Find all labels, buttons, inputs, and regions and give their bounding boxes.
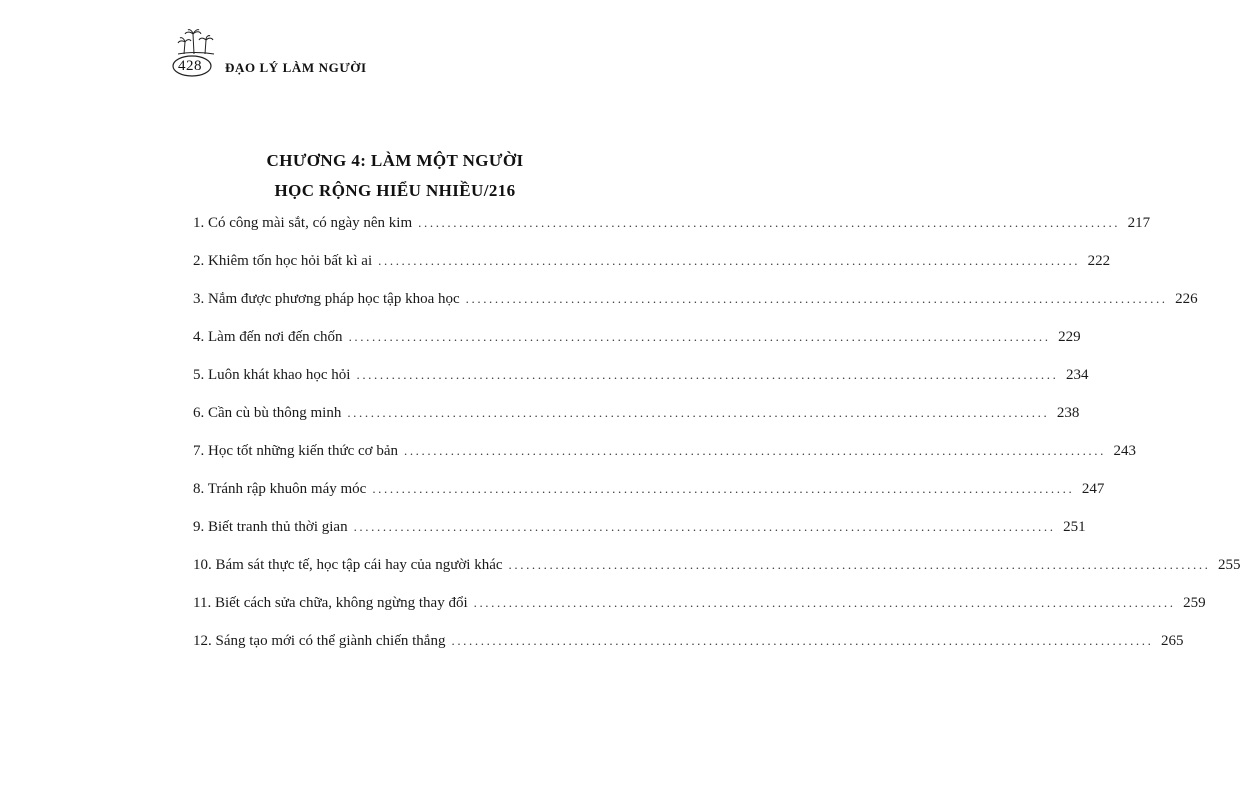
page-number: 428 bbox=[178, 58, 202, 74]
toc-entry bbox=[193, 367, 1089, 405]
toc-leader-dots: ........................................................................................................................ bbox=[378, 253, 1081, 268]
toc-leader-dots: ........................................................................................................................ bbox=[451, 633, 1154, 648]
toc-entry-page: 247 bbox=[1081, 481, 1105, 497]
toc-entry-page: 217 bbox=[1127, 215, 1151, 231]
toc-entry-page: 251 bbox=[1063, 519, 1086, 535]
toc-entry-title: 10. Bám sát thực tế, học tập cái hay của người khác bbox=[193, 557, 503, 573]
toc-entry bbox=[193, 633, 1184, 671]
toc-entry-page: 265 bbox=[1160, 633, 1184, 649]
running-header bbox=[172, 28, 432, 84]
toc-entry-title: 4. Làm đến nơi đến chốn bbox=[193, 329, 343, 345]
palm-trees-ornament-icon bbox=[172, 28, 220, 84]
toc-entry-title: 5. Luôn khát khao học hỏi bbox=[193, 367, 351, 383]
toc-leader-dots: ........................................................................................................................ bbox=[418, 215, 1121, 230]
toc-entry-title: 11. Biết cách sửa chữa, không ngừng thay đổi bbox=[193, 595, 468, 611]
toc-entry-page: 255 bbox=[1218, 557, 1241, 573]
toc-entry bbox=[193, 557, 1241, 595]
chapter-title bbox=[0, 146, 790, 206]
toc-entry-title: 8. Tránh rập khuôn máy móc bbox=[193, 481, 367, 497]
toc-leader-dots: ........................................................................................................................ bbox=[508, 557, 1211, 572]
toc-entry bbox=[193, 329, 1081, 367]
table-of-contents bbox=[193, 215, 1241, 671]
chapter-title-line1: CHƯƠNG 4: LÀM MỘT NGƯỜI bbox=[266, 151, 524, 170]
toc-entry-title: 2. Khiêm tốn học hỏi bất kì ai bbox=[193, 253, 373, 269]
toc-leader-dots: ........................................................................................................................ bbox=[372, 481, 1075, 496]
chapter-title-line2: HỌC RỘNG HIỂU NHIỀU/216 bbox=[274, 181, 516, 200]
toc-entry-page: 226 bbox=[1175, 291, 1198, 307]
toc-entry-page: 234 bbox=[1065, 367, 1089, 383]
toc-entry-title: 7. Học tốt những kiến thức cơ bản bbox=[193, 443, 398, 459]
toc-entry bbox=[193, 215, 1151, 253]
toc-leader-dots: ........................................................................................................................ bbox=[465, 291, 1168, 306]
toc-leader-dots: ........................................................................................................................ bbox=[473, 595, 1176, 610]
toc-entry bbox=[193, 481, 1105, 519]
toc-entry-title: 3. Nắm được phương pháp học tập khoa học bbox=[193, 291, 460, 307]
toc-leader-dots: ........................................................................................................................ bbox=[353, 519, 1056, 534]
toc-entry bbox=[193, 595, 1206, 633]
toc-entry-page: 222 bbox=[1087, 253, 1111, 269]
toc-entry-page: 259 bbox=[1183, 595, 1206, 611]
toc-entry-title: 1. Có công mài sắt, có ngày nên kim bbox=[193, 215, 413, 231]
toc-entry-title: 9. Biết tranh thủ thời gian bbox=[193, 519, 348, 535]
toc-entry bbox=[193, 253, 1111, 291]
toc-entry bbox=[193, 519, 1086, 557]
book-title: ĐẠO LÝ LÀM NGƯỜI bbox=[225, 60, 367, 75]
toc-leader-dots: ........................................................................................................................ bbox=[403, 443, 1106, 458]
toc-leader-dots: ........................................................................................................................ bbox=[356, 367, 1059, 382]
toc-leader-dots: ........................................................................................................................ bbox=[347, 405, 1050, 420]
toc-entry-page: 229 bbox=[1058, 329, 1081, 345]
toc-entry bbox=[193, 405, 1080, 443]
toc-leader-dots: ........................................................................................................................ bbox=[348, 329, 1051, 344]
toc-entry-title: 6. Cần cù bù thông minh bbox=[193, 405, 342, 421]
toc-entry-title: 12. Sáng tạo mới có thể giành chiến thắng bbox=[193, 633, 446, 649]
toc-entry-page: 243 bbox=[1113, 443, 1136, 459]
toc-entry bbox=[193, 443, 1136, 481]
toc-entry bbox=[193, 291, 1198, 329]
toc-entry-page: 238 bbox=[1056, 405, 1080, 421]
